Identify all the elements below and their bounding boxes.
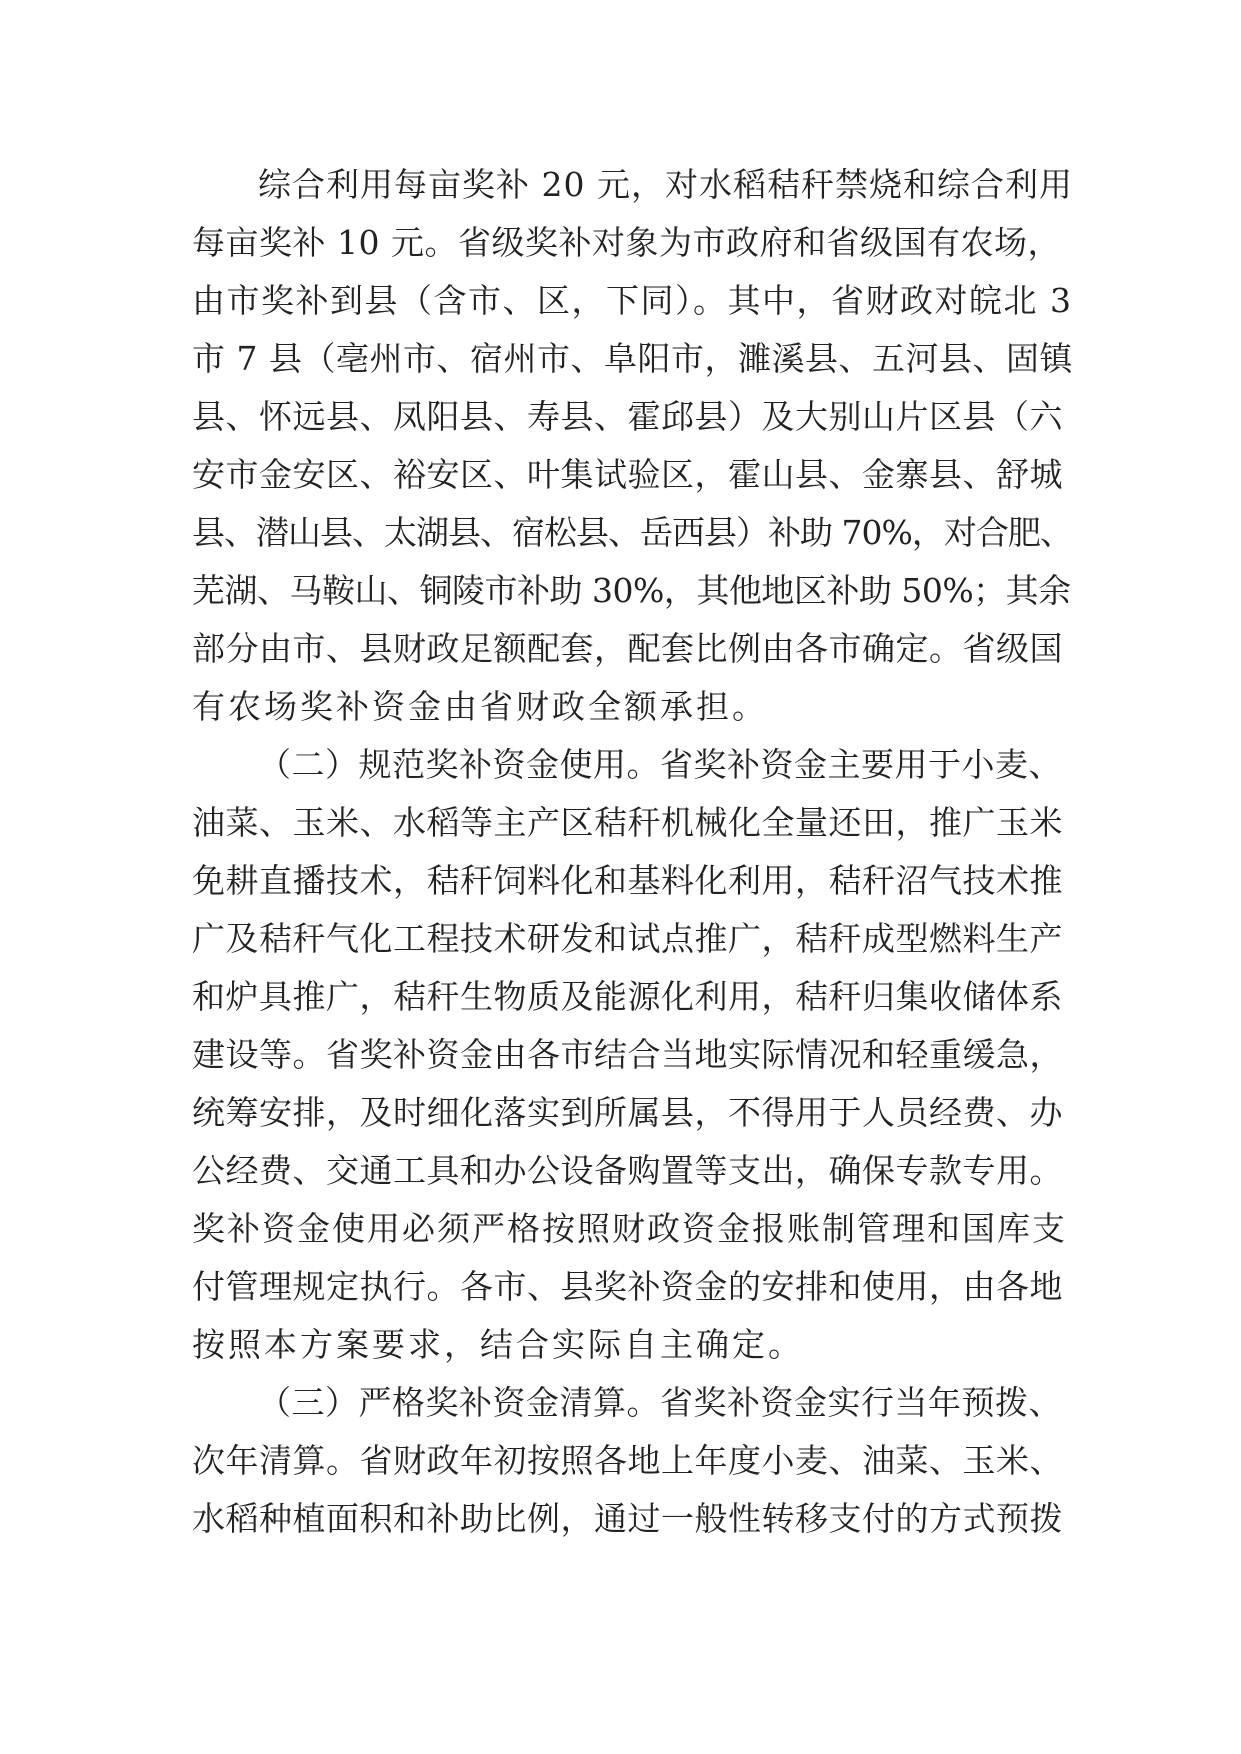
text-line: 油菜、玉米、水稻等主产区秸秆机械化全量还田，推广玉米: [192, 803, 1063, 842]
text-line: 县、怀远县、凤阳县、寿县、霍邱县）及大别山片区县（六: [192, 397, 1063, 436]
text-line: 和炉具推广，秸秆生物质及能源化利用，秸秆归集收储体系: [192, 977, 1063, 1016]
text-line: 每亩奖补 10 元。省级奖补对象为市政府和省级国有农场，: [192, 223, 1061, 262]
text-line: 部分由市、县财政足额配套，配套比例由各市确定。省级国: [192, 629, 1063, 668]
text-line: 广及秸秆气化工程技术研发和试点推广，秸秆成型燃料生产: [192, 919, 1063, 958]
text-line: 奖补资金使用必须严格按照财政资金报账制管理和国库支: [192, 1209, 1067, 1248]
text-line: 建设等。省奖补资金由各市结合当地实际情况和轻重缓急，: [192, 1035, 1063, 1074]
text-line: 县、潜山县、太湖县、宿松县、岳西县）补助 70%，对合肥、: [192, 513, 1072, 552]
text-line: 次年清算。省财政年初按照各地上年度小麦、油菜、玉米、: [192, 1441, 1063, 1480]
text-line: 芜湖、马鞍山、铜陵市补助 30%，其他地区补助 50%；其余: [192, 571, 1071, 610]
text-line: 按照本方案要求，结合实际自主确定。: [192, 1325, 804, 1364]
text-line: 市 7 县（亳州市、宿州市、阜阳市，濉溪县、五河县、固镇: [192, 339, 1073, 378]
body-text: [192, 156, 1072, 1548]
text-line: 有农场奖补资金由省财政全额承担。: [192, 687, 768, 726]
text-line: 免耕直播技术，秸秆饲料化和基料化利用，秸秆沼气技术推: [192, 861, 1063, 900]
text-line: 付管理规定执行。各市、县奖补资金的安排和使用，由各地: [192, 1267, 1063, 1306]
paragraph-heading-line: （二）规范奖补资金使用。省奖补资金主要用于小麦、: [258, 745, 1062, 784]
text-line: 由市奖补到县（含市、区，下同）。其中，省财政对皖北 3: [192, 281, 1073, 320]
text-line: 水稻种植面积和补助比例，通过一般性转移支付的方式预拨: [192, 1499, 1063, 1538]
text-line: 综合利用每亩奖补 20 元，对水稻秸秆禁烧和综合利用: [258, 165, 1073, 204]
text-line: 安市金安区、裕安区、叶集试验区，霍山县、金寨县、舒城: [192, 455, 1063, 494]
paragraph-heading-line: （三）严格奖补资金清算。省奖补资金实行当年预拨、: [258, 1383, 1062, 1422]
text-line: 统筹安排，及时细化落实到所属县，不得用于人员经费、办: [192, 1093, 1063, 1132]
text-line: 公经费、交通工具和办公设备购置等支出，确保专款专用。: [192, 1151, 1063, 1190]
